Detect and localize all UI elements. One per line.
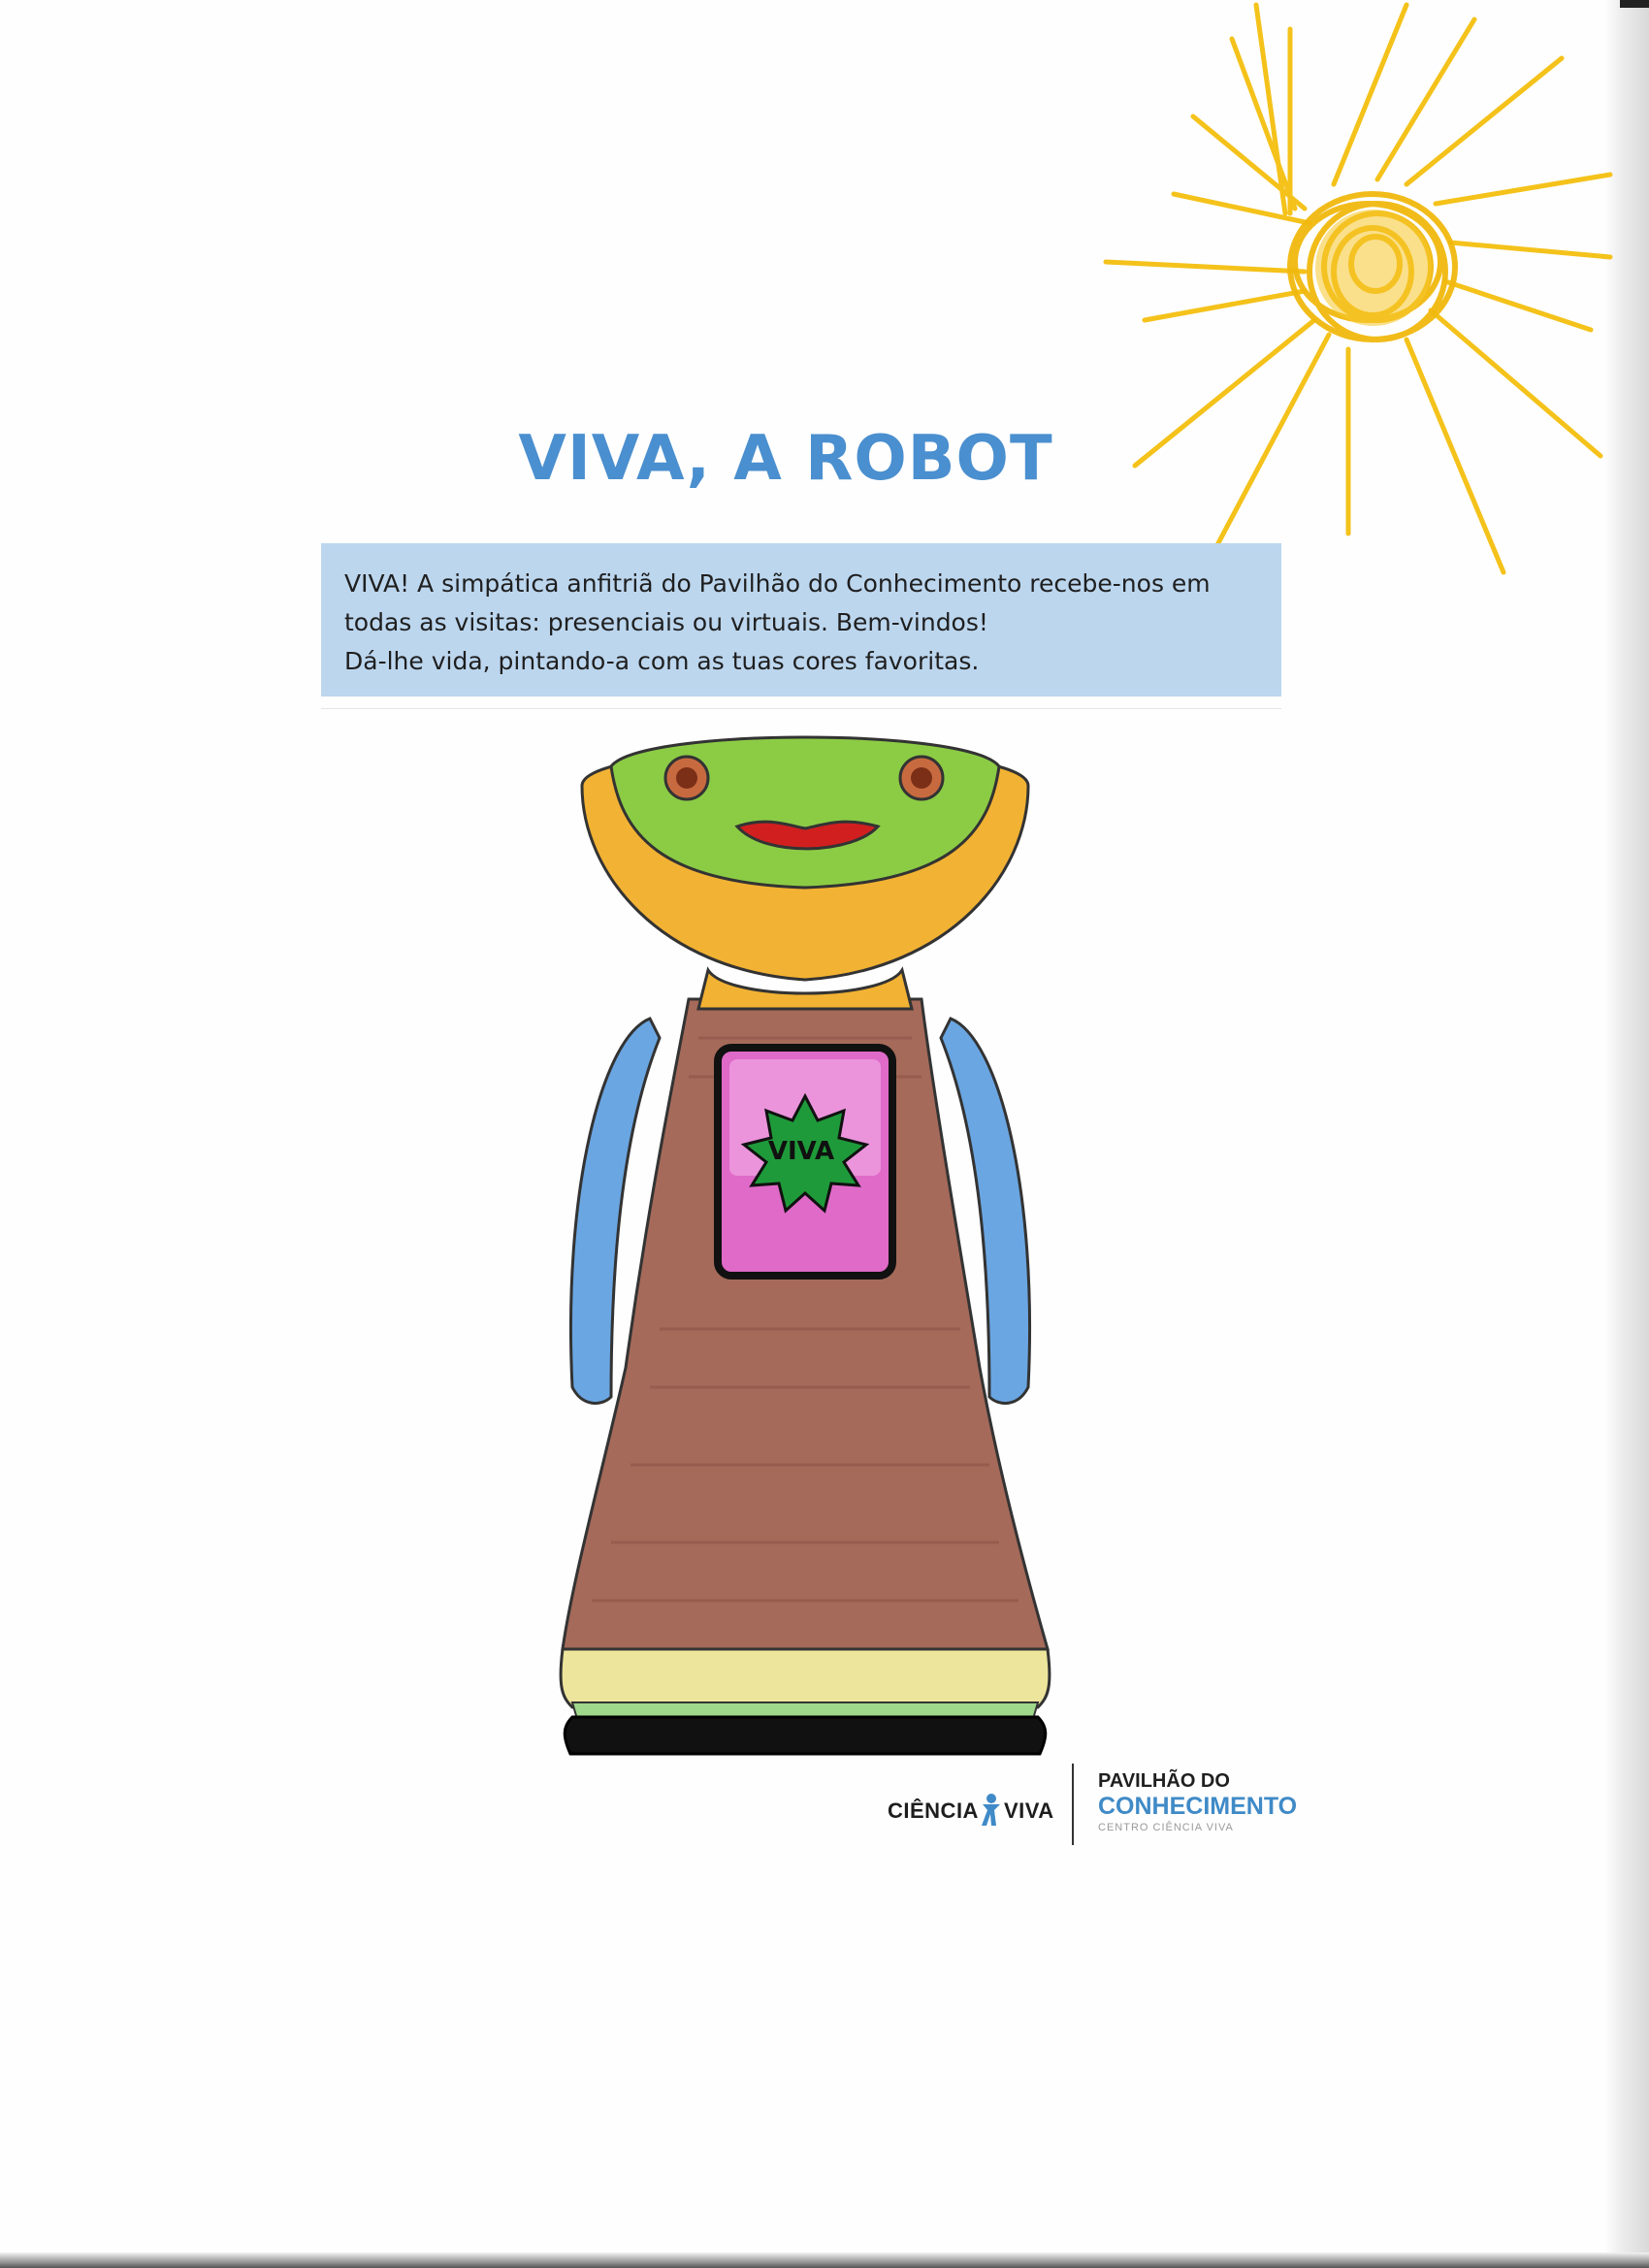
- pavilhao-logo-line2: CONHECIMENTO: [1098, 1793, 1298, 1820]
- robot-illustration: [543, 728, 1067, 1756]
- intro-line-3: Dá-lhe vida, pintando-a com as tuas cores favoritas.: [344, 647, 980, 675]
- person-figure-icon: [979, 1793, 1004, 1826]
- ciencia-viva-logo-text-a: CIÊNCIA: [888, 1798, 979, 1823]
- robot-badge-label: VIVA: [767, 1137, 835, 1166]
- ciencia-viva-logo-text-b: VIVA: [1003, 1798, 1054, 1823]
- ciencia-viva-logo: [888, 1793, 1054, 1826]
- pavilhao-logo-line3: CENTRO CIÊNCIA VIVA: [1098, 1822, 1234, 1833]
- page-title: VIVA, A ROBOT: [518, 423, 1053, 495]
- pavilhao-logo-line1: PAVILHÃO DO: [1098, 1770, 1230, 1792]
- robot-base: [565, 1717, 1046, 1754]
- footer-logos: [873, 1756, 1300, 1853]
- sun-drawing: [1086, 0, 1630, 621]
- intro-line-1: VIVA! A simpática anfitriã do Pavilhão do Conhecimento recebe-nos em: [344, 569, 1211, 598]
- base-band: [561, 1649, 1050, 1707]
- scan-bottom-edge: [0, 2252, 1649, 2268]
- intro-line-2: todas as visitas: presenciais ou virtuais. Bem-vindos!: [344, 608, 988, 636]
- pavilhao-logo: [1098, 1769, 1297, 1835]
- logo-divider: [1072, 1764, 1074, 1845]
- intro-underline: [321, 708, 1281, 709]
- intro-box: [321, 543, 1281, 697]
